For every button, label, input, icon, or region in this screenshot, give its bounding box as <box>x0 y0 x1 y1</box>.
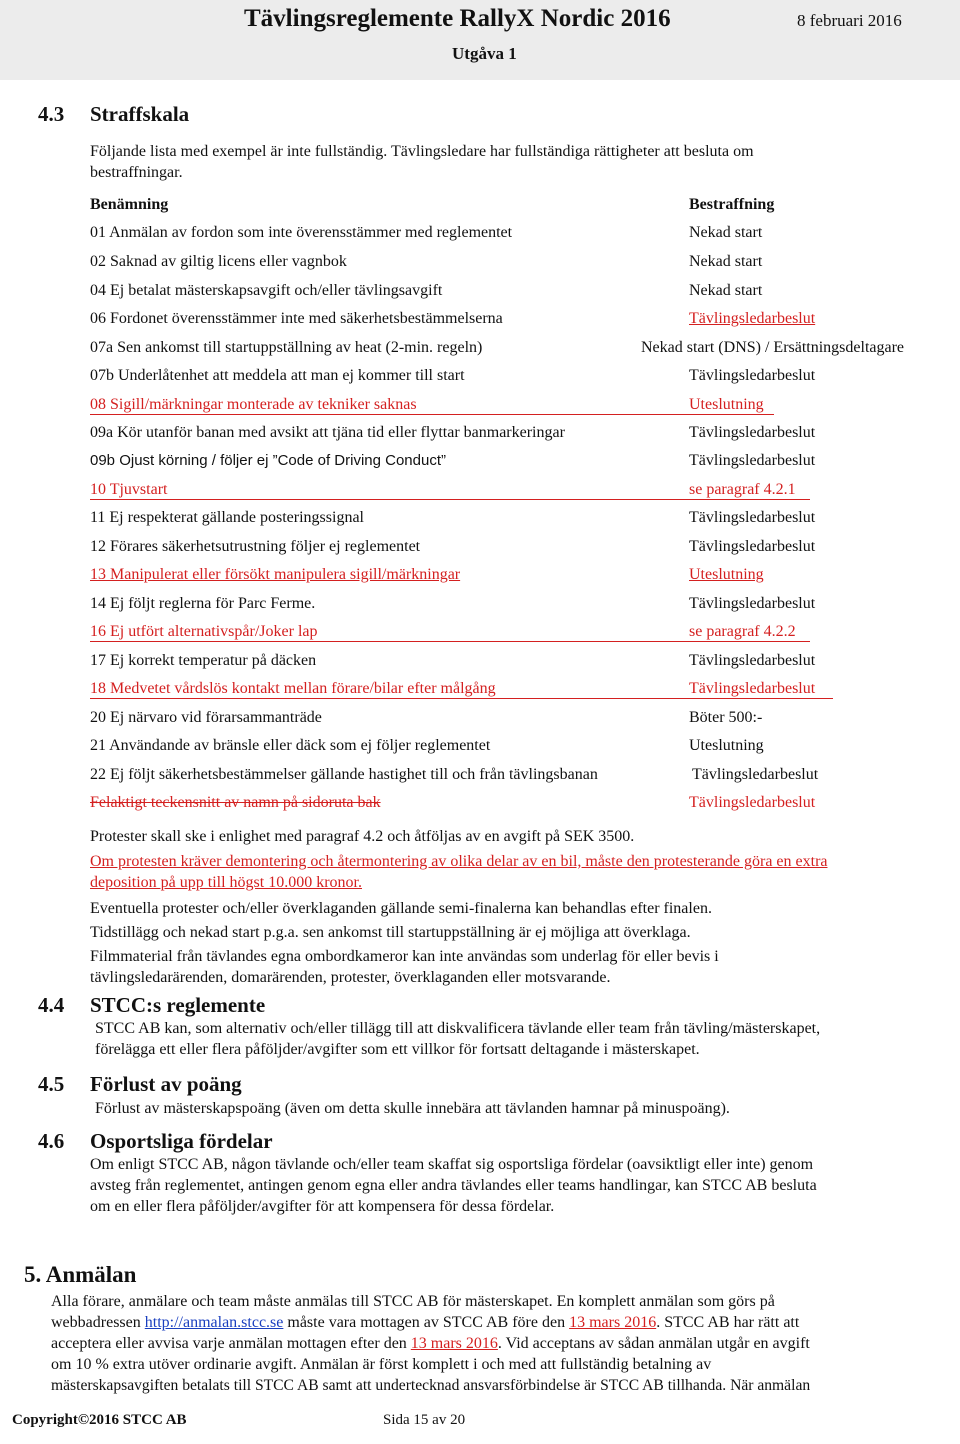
table-row-penalty: Tävlingsledarbeslut <box>689 424 816 441</box>
entry-line-5: mästerskapsavgiften betalats till STCC AB samt att undertecknad ansvarsförbindelse är STCC AB tillhanda. När anmälan <box>51 1377 811 1394</box>
table-row-label: 17 Ej korrekt temperatur på däcken <box>90 652 317 669</box>
timepenalty-paragraph: Tidstillägg och nekad start p.g.a. sen ankomst till startuppställning är ej möjliga att överklaga. <box>90 924 691 941</box>
table-row-penalty: Tävlingsledarbeslut <box>689 794 816 811</box>
table-row-penalty: se paragraf 4.2.1 <box>689 481 796 498</box>
entry-line-3-text-a: acceptera eller avvisa varje anmälan mottagen efter den <box>51 1335 411 1352</box>
section-number-4-5: 4.5 <box>38 1072 65 1096</box>
section-title-straffskala: Straffskala <box>90 102 190 126</box>
entry-line-1: Alla förare, anmälare och team måste anmälas till STCC AB för mästerskapet. En komplett anmälan som görs på <box>51 1293 775 1310</box>
column-header-benamning: Benämning <box>90 196 169 213</box>
footer-page-number: Sida 15 av 20 <box>383 1412 466 1428</box>
points-line-1: Förlust av mästerskapspoäng (även om detta skulle innebära att tävlanden hamnar på minuspoäng). <box>95 1100 730 1117</box>
entry-line-2 <box>51 1312 799 1333</box>
table-row-penalty: Uteslutning <box>689 737 764 754</box>
table-row-penalty: Tävlingsledarbeslut <box>689 452 816 469</box>
table-row-penalty: Nekad start <box>689 224 763 241</box>
table-row-penalty: Nekad start (DNS) / Ersättningsdeltagare <box>641 339 905 356</box>
table-row-label: 16 Ej utfört alternativspår/Joker lap <box>90 623 318 640</box>
stcc-line-2: förelägga ett eller flera påföljder/avgifter som ett villkor för fortsatt deltagande i mästerskapet. <box>95 1041 700 1058</box>
table-row-label: 08 Sigill/märkningar monterade av tekniker saknas <box>90 396 417 413</box>
table-row-label: 09b Ojust körning / följer ej ”Code of Driving Conduct” <box>90 452 447 469</box>
deposition-line-2: deposition på upp till högst 10.000 kronor. <box>90 874 362 891</box>
document-title: Tävlingsreglemente RallyX Nordic 2016 <box>244 5 671 32</box>
entry-line-2-text-a: webbadressen <box>51 1314 145 1331</box>
table-row-label: 13 Manipulerat eller försökt manipulera sigill/märkningar <box>90 566 461 583</box>
table-row-label: 20 Ej närvaro vid förarsammanträde <box>90 709 322 726</box>
table-row-penalty: Tävlingsledarbeslut <box>689 680 816 697</box>
intro-line-1: Följande lista med exempel är inte fullständig. Tävlingsledare har fullständiga rättigheter att besluta om <box>90 143 754 160</box>
section-title-osportsliga-fordelar: Osportsliga fördelar <box>90 1129 273 1153</box>
unsporting-line-2: avsteg från reglementet, antingen genom egna eller andra tävlandes eller teams handlingar, kan STCC AB besluta <box>90 1177 817 1194</box>
table-row-label: 22 Ej följt säkerhetsbestämmelser gällande hastighet till och från tävlingsbanan <box>90 766 598 783</box>
table-row-penalty: Böter 500:- <box>689 709 763 726</box>
deadline-date: 13 mars 2016 <box>569 1314 657 1331</box>
column-header-bestraffning: Bestraffning <box>689 196 775 213</box>
table-row-label: 11 Ej respekterat gällande posteringssignal <box>90 509 364 526</box>
table-row-label: 12 Förares säkerhetsutrustning följer ej reglementet <box>90 538 421 555</box>
table-row-penalty: Nekad start <box>689 253 763 270</box>
footer-copyright: Copyright©2016 STCC AB <box>12 1412 187 1428</box>
section-number-4-6: 4.6 <box>38 1129 65 1153</box>
semifinal-paragraph: Eventuella protester och/eller överklaganden gällande semi-finalerna kan behandlas efter finalen. <box>90 900 712 917</box>
table-row-label: 10 Tjuvstart <box>90 481 168 498</box>
underline-rule <box>90 641 810 642</box>
document-edition: Utgåva 1 <box>452 44 517 63</box>
entry-line-3-text-b: . Vid acceptans av sådan anmälan utgår en avgift <box>497 1335 810 1352</box>
table-row-label: 01 Anmälan av fordon som inte överensstämmer med reglementet <box>90 224 513 241</box>
section-number-4-3: 4.3 <box>38 102 65 126</box>
table-row-label: 09a Kör utanför banan med avsikt att tjäna tid eller flyttar banmarkeringar <box>90 424 565 441</box>
table-row-label: 04 Ej betalat mästerskapsavgift och/eller tävlingsavgift <box>90 282 443 299</box>
table-row-penalty: Tävlingsledarbeslut <box>692 766 819 783</box>
table-row-label: Felaktigt teckensnitt av namn på sidoruta bak <box>90 794 381 811</box>
table-row-label: 07a Sen ankomst till startuppställning av heat (2-min. regeln) <box>90 339 483 356</box>
table-row-penalty: se paragraf 4.2.2 <box>689 623 796 640</box>
table-row-penalty: Tävlingsledarbeslut <box>689 538 816 555</box>
document-date: 8 februari 2016 <box>797 11 902 30</box>
underline-rule <box>90 698 833 699</box>
stcc-line-1: STCC AB kan, som alternativ och/eller tillägg till att diskvalificera tävlande eller team från tävling/mästerskapet, <box>95 1020 821 1037</box>
table-row-penalty: Uteslutning <box>689 396 764 413</box>
unsporting-line-1: Om enligt STCC AB, någon tävlande och/eller team skaffat sig osportsliga fördelar (oavsiktligt eller inte) genom <box>90 1156 814 1173</box>
entry-line-3 <box>51 1333 810 1354</box>
table-row-penalty: Nekad start <box>689 282 763 299</box>
table-row-label: 02 Saknad av giltig licens eller vagnbok <box>90 253 347 270</box>
table-row-penalty: Tävlingsledarbeslut <box>689 509 816 526</box>
section-title-anmalan: 5. Anmälan <box>24 1262 137 1287</box>
section-title-stcc-reglemente: STCC:s reglemente <box>90 993 266 1017</box>
table-row-label: 21 Användande av bränsle eller däck som ej följer reglementet <box>90 737 491 754</box>
entry-line-2-text-c: . STCC AB har rätt att <box>656 1314 800 1331</box>
entry-line-2-text-b: måste vara mottagen av STCC AB före den <box>283 1314 570 1331</box>
table-row-label: 07b Underlåtenhet att meddela att man ej kommer till start <box>90 367 465 384</box>
table-row-penalty: Uteslutning <box>689 566 764 583</box>
underline-rule <box>90 414 774 415</box>
film-line-2: tävlingsledarärenden, domarärenden, protester, överklaganden eller motsvarande. <box>90 969 611 986</box>
table-row-label: 14 Ej följt reglerna för Parc Ferme. <box>90 595 316 612</box>
anmalan-link[interactable]: http://anmalan.stcc.se <box>144 1314 284 1331</box>
table-row-penalty: Tävlingsledarbeslut <box>689 310 816 327</box>
film-line-1: Filmmaterial från tävlandes egna ombordkameror kan inte användas som underlag för eller bevis i <box>90 948 719 965</box>
table-row-label: 18 Medvetet vårdslös kontakt mellan förare/bilar efter målgång <box>90 680 496 697</box>
section-number-4-4: 4.4 <box>38 993 65 1017</box>
intro-line-2: bestraffningar. <box>90 164 183 181</box>
page-header <box>0 0 960 80</box>
table-row-penalty: Tävlingsledarbeslut <box>689 652 816 669</box>
deposition-line-1: Om protesten kräver demontering och återmontering av olika delar av en bil, måste den protesterande göra en extra <box>90 853 828 870</box>
protest-paragraph: Protester skall ske i enlighet med paragraf 4.2 och åtföljas av en avgift på SEK 3500. <box>90 828 635 845</box>
underline-rule <box>90 499 810 500</box>
table-row-penalty: Tävlingsledarbeslut <box>689 595 816 612</box>
entry-line-4: om 10 % extra utöver ordinarie avgift. Anmälan är först komplett i och med att fullständig betalning av <box>51 1356 712 1373</box>
table-row-penalty: Tävlingsledarbeslut <box>689 367 816 384</box>
deadline-date: 13 mars 2016 <box>410 1335 498 1352</box>
table-row-label: 06 Fordonet överensstämmer inte med säkerhetsbestämmelserna <box>90 310 503 327</box>
section-title-forlust-av-poang: Förlust av poäng <box>90 1072 242 1096</box>
unsporting-line-3: om en eller flera påföljder/avgifter för att kompensera för dessa fördelar. <box>90 1198 555 1215</box>
